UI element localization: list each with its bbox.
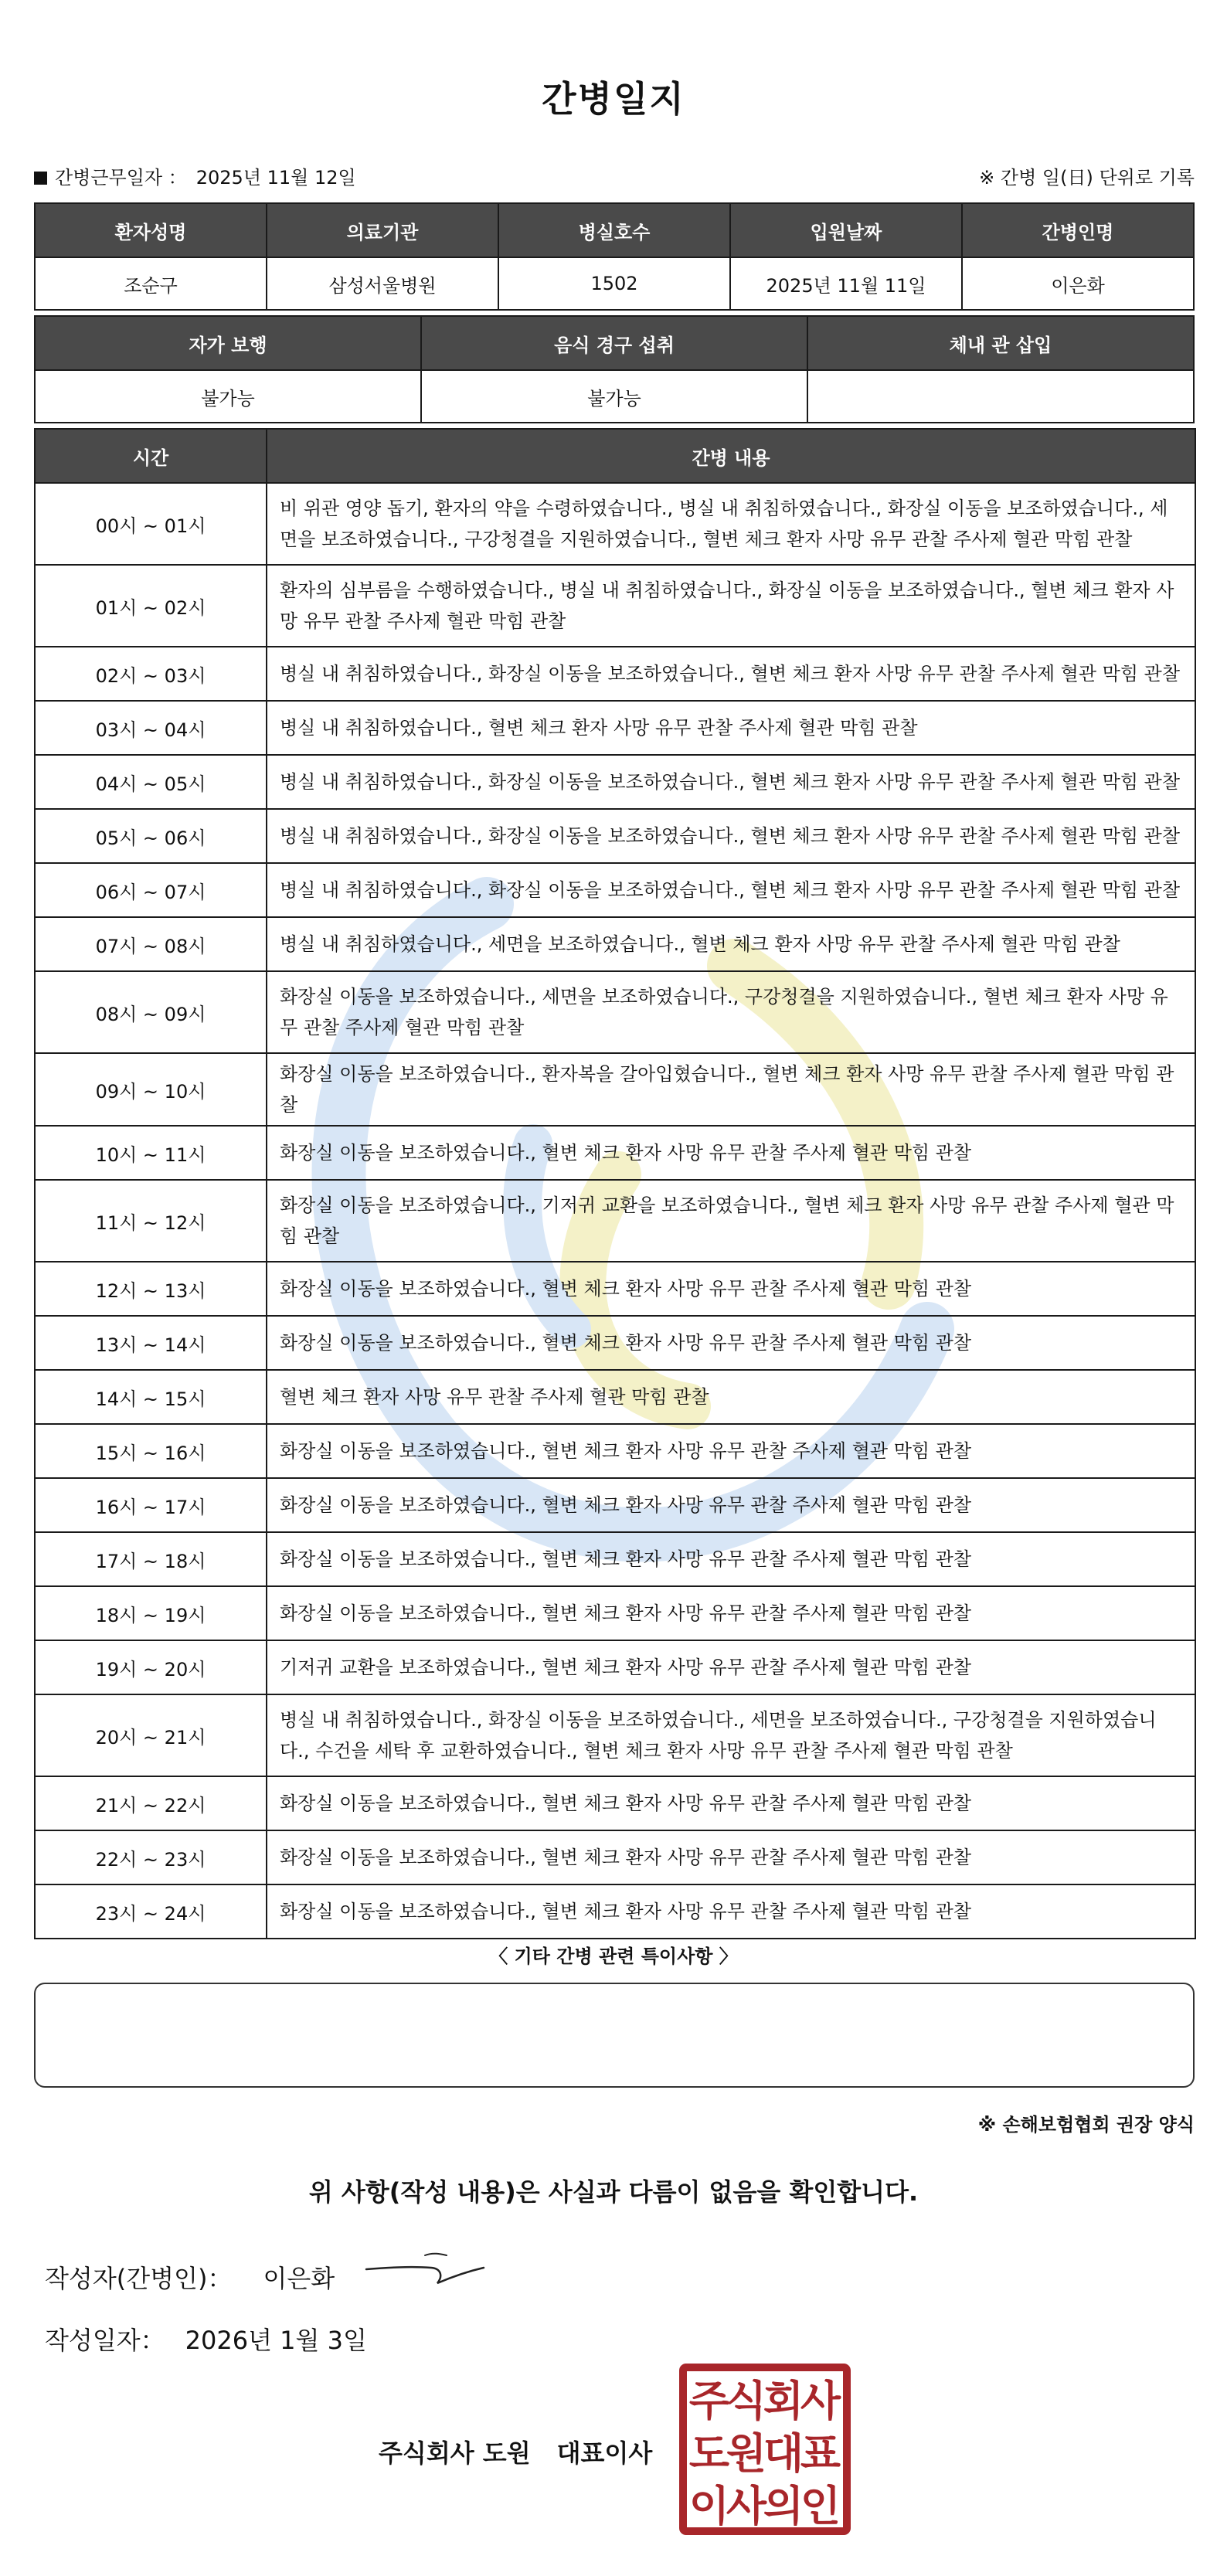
time-cell: 15시 ~ 16시 (35, 1424, 267, 1478)
table-row (35, 1053, 1195, 1126)
svg-text:이: 이 (688, 2482, 730, 2530)
svg-text:회: 회 (763, 2377, 804, 2425)
time-cell: 09시 ~ 10시 (35, 1053, 267, 1126)
table-row (35, 863, 1195, 917)
writer-name: 이은화 (263, 2264, 335, 2293)
table-row (35, 809, 1195, 863)
table-row (35, 1884, 1195, 1939)
tube-insertion-value (807, 370, 1194, 423)
care-content-cell: 화장실 이동을 보조하였습니다., 혈변 체크 환자 사망 유무 관찰 주사제 혈관 막힘 관찰 (267, 1830, 1195, 1884)
svg-text:인: 인 (800, 2482, 841, 2530)
time-cell: 16시 ~ 17시 (35, 1478, 267, 1532)
header-oral-intake: 음식 경구 섭취 (421, 316, 807, 370)
time-cell: 01시 ~ 02시 (35, 565, 267, 647)
square-bullet-icon (34, 172, 47, 185)
admission-date-value: 2025년 11월 11일 (730, 257, 962, 310)
svg-text:도: 도 (688, 2429, 730, 2478)
patient-condition-table (34, 315, 1195, 423)
writer-label: 작성자(간병인)： (45, 2264, 233, 2293)
remarks-title: 〈 기타 간병 관련 특이사항 〉 (489, 1946, 738, 1967)
svg-text:사: 사 (800, 2377, 841, 2425)
table-row (35, 1532, 1195, 1586)
table-row (35, 1478, 1195, 1532)
table-row (35, 647, 1195, 701)
care-content-cell: 화장실 이동을 보조하였습니다., 혈변 체크 환자 사망 유무 관찰 주사제 혈관 막힘 관찰 (267, 1532, 1195, 1586)
time-cell: 20시 ~ 21시 (35, 1694, 267, 1776)
time-cell: 14시 ~ 15시 (35, 1370, 267, 1424)
time-cell: 02시 ~ 03시 (35, 647, 267, 701)
time-cell: 04시 ~ 05시 (35, 755, 267, 809)
time-cell: 23시 ~ 24시 (35, 1884, 267, 1939)
time-cell: 17시 ~ 18시 (35, 1532, 267, 1586)
time-cell: 08시 ~ 09시 (35, 971, 267, 1053)
table-header-row (35, 316, 1194, 370)
header-hospital: 의료기관 (267, 203, 498, 257)
table-row (35, 1586, 1195, 1640)
header-care-content: 간병 내용 (267, 429, 1195, 483)
time-cell: 11시 ~ 12시 (35, 1180, 267, 1262)
header-time: 시간 (35, 429, 267, 483)
table-row (35, 1370, 1195, 1424)
header-tube-insertion: 체내 관 삽입 (807, 316, 1194, 370)
care-content-cell: 화장실 이동을 보조하였습니다., 세면을 보조하였습니다., 구강청결을 지원하였습니다., 혈변 체크 환자 사망 유무 관찰 주사제 혈관 막힘 관찰 (267, 971, 1195, 1053)
care-content-cell: 병실 내 취침하였습니다., 화장실 이동을 보조하였습니다., 혈변 체크 환자 사망 유무 관찰 주사제 혈관 막힘 관찰 (267, 755, 1195, 809)
care-content-cell: 화장실 이동을 보조하였습니다., 기저귀 교환을 보조하였습니다., 혈변 체크 환자 사망 유무 관찰 주사제 혈관 막힘 관찰 (267, 1180, 1195, 1262)
work-date-line (34, 162, 356, 189)
signature-icon (363, 2245, 487, 2291)
care-content-cell: 화장실 이동을 보조하였습니다., 혈변 체크 환자 사망 유무 관찰 주사제 혈관 막힘 관찰 (267, 1126, 1195, 1180)
time-cell: 12시 ~ 13시 (35, 1262, 267, 1316)
care-content-cell: 환자의 심부름을 수행하였습니다., 병실 내 취침하였습니다., 화장실 이동을 보조하였습니다., 혈변 체크 환자 사망 유무 관찰 주사제 혈관 막힘 관찰 (267, 565, 1195, 647)
care-content-cell: 병실 내 취침하였습니다., 화장실 이동을 보조하였습니다., 혈변 체크 환자 사망 유무 관찰 주사제 혈관 막힘 관찰 (267, 809, 1195, 863)
time-cell: 06시 ~ 07시 (35, 863, 267, 917)
caregiver-name-value: 이은화 (962, 257, 1194, 310)
time-cell: 07시 ~ 08시 (35, 917, 267, 971)
care-content-cell: 병실 내 취침하였습니다., 화장실 이동을 보조하였습니다., 세면을 보조하였습니다., 구강청결을 지원하였습니다., 수건을 세탁 후 교환하였습니다., 혈변 체크 환자 사망 유무 관찰 주사제 혈관 막힘 관찰 (267, 1694, 1195, 1776)
table-row (35, 1424, 1195, 1478)
header-room-number: 병실호수 (498, 203, 730, 257)
table-row (35, 917, 1195, 971)
svg-text:주: 주 (688, 2377, 730, 2425)
care-content-cell: 화장실 이동을 보조하였습니다., 혈변 체크 환자 사망 유무 관찰 주사제 혈관 막힘 관찰 (267, 1316, 1195, 1370)
header-self-walking: 자가 보행 (35, 316, 421, 370)
care-content-cell: 병실 내 취침하였습니다., 세면을 보조하였습니다., 혈변 체크 환자 사망 유무 관찰 주사제 혈관 막힘 관찰 (267, 917, 1195, 971)
table-row (35, 1126, 1195, 1180)
table-row (35, 971, 1195, 1053)
table-row (35, 370, 1194, 423)
table-row (35, 1316, 1195, 1370)
company-seal-icon (678, 2363, 851, 2536)
care-log-table (34, 428, 1196, 1939)
svg-text:표: 표 (800, 2429, 841, 2478)
table-row (35, 1694, 1195, 1776)
written-date-line (45, 2321, 367, 2357)
svg-text:의: 의 (763, 2482, 804, 2530)
work-date-value: 2025년 11월 12일 (195, 167, 356, 189)
header-patient-name: 환자성명 (35, 203, 267, 257)
written-date-label: 작성일자： (45, 2326, 165, 2355)
time-cell: 18시 ~ 19시 (35, 1586, 267, 1640)
table-row (35, 1262, 1195, 1316)
room-number-value: 1502 (498, 257, 730, 310)
time-cell: 00시 ~ 01시 (35, 483, 267, 565)
svg-text:식: 식 (726, 2377, 767, 2425)
company-line (379, 2434, 652, 2469)
care-content-cell: 병실 내 취침하였습니다., 혈변 체크 환자 사망 유무 관찰 주사제 혈관 막힘 관찰 (267, 701, 1195, 755)
care-content-cell: 화장실 이동을 보조하였습니다., 혈변 체크 환자 사망 유무 관찰 주사제 혈관 막힘 관찰 (267, 1424, 1195, 1478)
work-date-label: 간병근무일자 ： (55, 167, 187, 189)
patient-info-table (34, 202, 1195, 311)
care-content-cell: 화장실 이동을 보조하였습니다., 혈변 체크 환자 사망 유무 관찰 주사제 혈관 막힘 관찰 (267, 1478, 1195, 1532)
table-header-row (35, 203, 1194, 257)
care-content-cell: 병실 내 취침하였습니다., 화장실 이동을 보조하였습니다., 혈변 체크 환자 사망 유무 관찰 주사제 혈관 막힘 관찰 (267, 863, 1195, 917)
table-row (35, 1640, 1195, 1694)
care-content-cell: 혈변 체크 환자 사망 유무 관찰 주사제 혈관 막힘 관찰 (267, 1370, 1195, 1424)
time-cell: 03시 ~ 04시 (35, 701, 267, 755)
table-row (35, 755, 1195, 809)
written-date-value: 2026년 1월 3일 (185, 2326, 367, 2355)
table-header-row (35, 429, 1195, 483)
care-content-cell: 화장실 이동을 보조하였습니다., 혈변 체크 환자 사망 유무 관찰 주사제 혈관 막힘 관찰 (267, 1586, 1195, 1640)
time-cell: 19시 ~ 20시 (35, 1640, 267, 1694)
care-content-cell: 화장실 이동을 보조하였습니다., 혈변 체크 환자 사망 유무 관찰 주사제 혈관 막힘 관찰 (267, 1884, 1195, 1939)
form-note: ※ 손해보험협회 권장 양식 (977, 2114, 1195, 2136)
table-row (35, 565, 1195, 647)
header-admission-date: 입원날짜 (730, 203, 962, 257)
confirmation-statement: 위 사항(작성 내용)은 사실과 다름이 없음을 확인합니다. (308, 2177, 919, 2207)
care-content-cell: 화장실 이동을 보조하였습니다., 혈변 체크 환자 사망 유무 관찰 주사제 혈관 막힘 관찰 (267, 1262, 1195, 1316)
table-row (35, 257, 1194, 310)
table-row (35, 701, 1195, 755)
table-row (35, 1776, 1195, 1830)
oral-intake-value: 불가능 (421, 370, 807, 423)
svg-text:대: 대 (763, 2429, 804, 2478)
time-cell: 21시 ~ 22시 (35, 1776, 267, 1830)
patient-name-value: 조순구 (35, 257, 267, 310)
unit-note: ※ 간병 일(日) 단위로 기록 (979, 167, 1195, 189)
company-title: 대표이사 (556, 2438, 653, 2468)
care-content-cell: 기저귀 교환을 보조하였습니다., 혈변 체크 환자 사망 유무 관찰 주사제 혈관 막힘 관찰 (267, 1640, 1195, 1694)
remarks-box (34, 1983, 1195, 2088)
header-caregiver-name: 간병인명 (962, 203, 1194, 257)
time-cell: 13시 ~ 14시 (35, 1316, 267, 1370)
care-content-cell: 화장실 이동을 보조하였습니다., 혈변 체크 환자 사망 유무 관찰 주사제 혈관 막힘 관찰 (267, 1776, 1195, 1830)
table-row (35, 1180, 1195, 1262)
table-row (35, 483, 1195, 565)
time-cell: 05시 ~ 06시 (35, 809, 267, 863)
svg-text:원: 원 (726, 2429, 767, 2478)
page-title: 간병일지 (542, 78, 685, 120)
care-content-cell: 병실 내 취침하였습니다., 화장실 이동을 보조하였습니다., 혈변 체크 환자 사망 유무 관찰 주사제 혈관 막힘 관찰 (267, 647, 1195, 701)
svg-text:사: 사 (726, 2482, 767, 2530)
care-content-cell: 비 위관 영양 돕기, 환자의 약을 수령하였습니다., 병실 내 취침하였습니다., 화장실 이동을 보조하였습니다., 세면을 보조하였습니다., 구강청결을 지원하였습니다., 혈변 체크 환자 사망 유무 관찰 주사제 혈관 막힘 관찰 (267, 483, 1195, 565)
writer-line (45, 2259, 335, 2295)
hospital-value: 삼성서울병원 (267, 257, 498, 310)
company-name: 주식회사 도원 (379, 2438, 531, 2468)
self-walking-value: 불가능 (35, 370, 421, 423)
care-content-cell: 화장실 이동을 보조하였습니다., 환자복을 갈아입혔습니다., 혈변 체크 환자 사망 유무 관찰 주사제 혈관 막힘 관찰 (267, 1053, 1195, 1126)
time-cell: 22시 ~ 23시 (35, 1830, 267, 1884)
time-cell: 10시 ~ 11시 (35, 1126, 267, 1180)
table-row (35, 1830, 1195, 1884)
